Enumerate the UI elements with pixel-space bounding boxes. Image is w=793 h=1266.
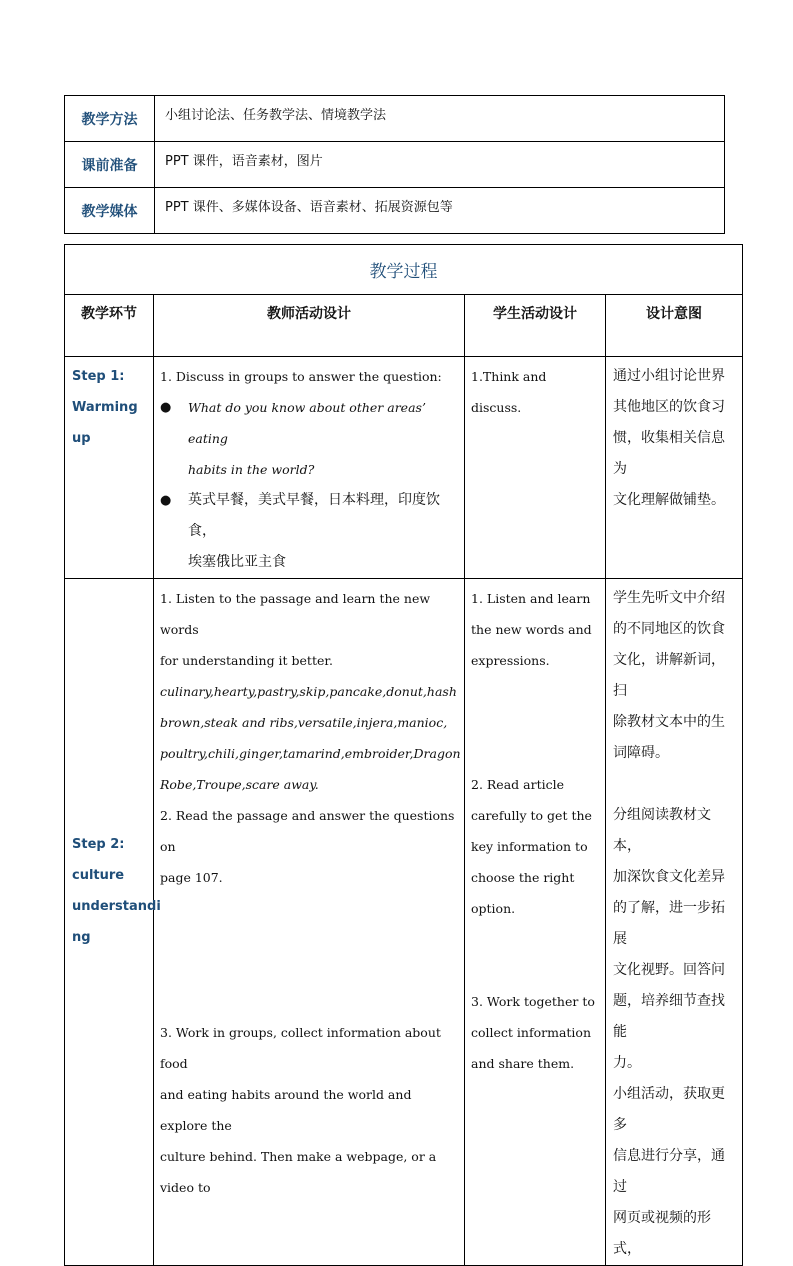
bullet-line: 埃塞俄比亚主食 bbox=[188, 554, 286, 570]
step1-name-line: Step 1: bbox=[72, 369, 125, 384]
vocab-line: culinary,hearty,pastry,skip,pancake,donut,hash bbox=[160, 684, 457, 699]
student-line: the new words and bbox=[471, 622, 592, 637]
preparation-value: PPT 课件，语音素材，图片 bbox=[155, 142, 725, 188]
teacher-line: 3. Work in groups, collect information about food bbox=[160, 1025, 441, 1071]
bullet-item bbox=[160, 485, 458, 578]
student-line: option. bbox=[471, 901, 516, 916]
student-line: collect information bbox=[471, 1025, 591, 1040]
intent-line: 学生先听文中介绍 bbox=[613, 590, 725, 606]
intent-line: 文化，讲解新词，扫 bbox=[613, 652, 725, 699]
step1-teacher bbox=[154, 357, 465, 579]
bullet-item bbox=[160, 392, 458, 485]
step2-name bbox=[65, 579, 161, 1266]
vocab-line: poultry,chili,ginger,tamarind,embroider,Dragon bbox=[160, 746, 461, 761]
bullet-line: What do you know about other areas’ eating bbox=[188, 400, 426, 446]
media-label: 教学媒体 bbox=[65, 188, 155, 234]
intent-line: 网页或视频的形式， bbox=[613, 1210, 711, 1257]
teaching-method-label: 教学方法 bbox=[65, 96, 155, 142]
column-header-stage: 教学环节 bbox=[65, 295, 154, 357]
intent-line: 分组阅读教材文本， bbox=[613, 807, 711, 854]
table-row bbox=[65, 188, 725, 234]
intent-line: 通过小组讨论世界 bbox=[613, 368, 725, 384]
student-line: carefully to get the bbox=[471, 808, 592, 823]
column-header-student: 学生活动设计 bbox=[465, 295, 606, 357]
student-line: and share them. bbox=[471, 1056, 575, 1071]
step1-name bbox=[65, 357, 154, 579]
header-row bbox=[65, 295, 743, 357]
bullet-icon: ● bbox=[160, 493, 172, 508]
intent-line: 其他地区的饮食习 bbox=[613, 399, 725, 415]
intent-line: 的不同地区的饮食 bbox=[613, 621, 725, 637]
intent-line: 惯，收集相关信息为 bbox=[613, 430, 725, 477]
step1-name-line: Warming bbox=[72, 400, 138, 415]
student-line: 3. Work together to bbox=[471, 994, 595, 1009]
step2-name-line: Step 2: bbox=[72, 837, 125, 852]
student-line: expressions. bbox=[471, 653, 550, 668]
step2-name-line: ng bbox=[72, 930, 91, 945]
bullet-icon: ● bbox=[160, 400, 172, 415]
intent-line: 文化视野。回答问 bbox=[613, 962, 725, 978]
teacher-line: culture behind. Then make a webpage, or a video to bbox=[160, 1149, 437, 1195]
intent-line: 词障碍。 bbox=[613, 745, 669, 761]
table-row bbox=[65, 245, 743, 295]
column-header-teacher: 教师活动设计 bbox=[154, 295, 465, 357]
intent-line: 题，培养细节查找能 bbox=[613, 993, 725, 1040]
info-table bbox=[64, 95, 725, 234]
teacher-line: 2. Read the passage and answer the questions on bbox=[160, 808, 455, 854]
preparation-label: 课前准备 bbox=[65, 142, 155, 188]
teacher-line: and eating habits around the world and explore the bbox=[160, 1087, 412, 1133]
intent-line: 力。 bbox=[613, 1055, 641, 1071]
step2-teacher bbox=[154, 579, 465, 1266]
step1-student-text: 1.Think and discuss. bbox=[471, 369, 547, 415]
step1-teacher-item: 1. Discuss in groups to answer the question: bbox=[160, 369, 442, 384]
intent-line: 文化理解做铺垫。 bbox=[613, 492, 725, 508]
step1-name-line: up bbox=[72, 431, 91, 446]
intent-line: 小组活动，获取更多 bbox=[613, 1086, 725, 1133]
table-row bbox=[65, 142, 725, 188]
process-title: 教学过程 bbox=[65, 245, 743, 295]
bullet-line: 英式早餐，美式早餐，日本料理，印度饮食， bbox=[188, 492, 440, 539]
process-table bbox=[64, 244, 743, 1266]
table-row-step1 bbox=[65, 357, 743, 579]
step2-name-line: culture bbox=[72, 868, 125, 883]
bullet-line: habits in the world? bbox=[188, 462, 315, 477]
student-line: 2. Read article bbox=[471, 777, 564, 792]
table-row-step2 bbox=[65, 579, 743, 1266]
student-line: choose the right bbox=[471, 870, 575, 885]
teacher-line: 1. Listen to the passage and learn the new words bbox=[160, 591, 431, 637]
step1-intent bbox=[606, 357, 743, 579]
column-header-intent: 设计意图 bbox=[606, 295, 743, 357]
teacher-line: for understanding it better. bbox=[160, 653, 333, 668]
vocab-line: brown,steak and ribs,versatile,injera,manioc, bbox=[160, 715, 448, 730]
student-line: 1. Listen and learn bbox=[471, 591, 591, 606]
step1-student bbox=[465, 357, 606, 579]
intent-line: 除教材文本中的生 bbox=[613, 714, 725, 730]
media-value: PPT 课件、多媒体设备、语音素材、拓展资源包等 bbox=[155, 188, 725, 234]
step2-intent bbox=[606, 579, 743, 1266]
intent-line: 加深饮食文化差异 bbox=[613, 869, 725, 885]
step2-student bbox=[465, 579, 606, 1266]
intent-line: 信息进行分享，通过 bbox=[613, 1148, 725, 1195]
teaching-method-value: 小组讨论法、任务教学法、情境教学法 bbox=[155, 96, 725, 142]
step2-name-line: understandi bbox=[72, 899, 161, 914]
intent-line: 的了解，进一步拓展 bbox=[613, 900, 725, 947]
student-line: key information to bbox=[471, 839, 588, 854]
table-row bbox=[65, 96, 725, 142]
teacher-line: page 107. bbox=[160, 870, 223, 885]
vocab-line: Robe,Troupe,scare away. bbox=[160, 777, 319, 792]
